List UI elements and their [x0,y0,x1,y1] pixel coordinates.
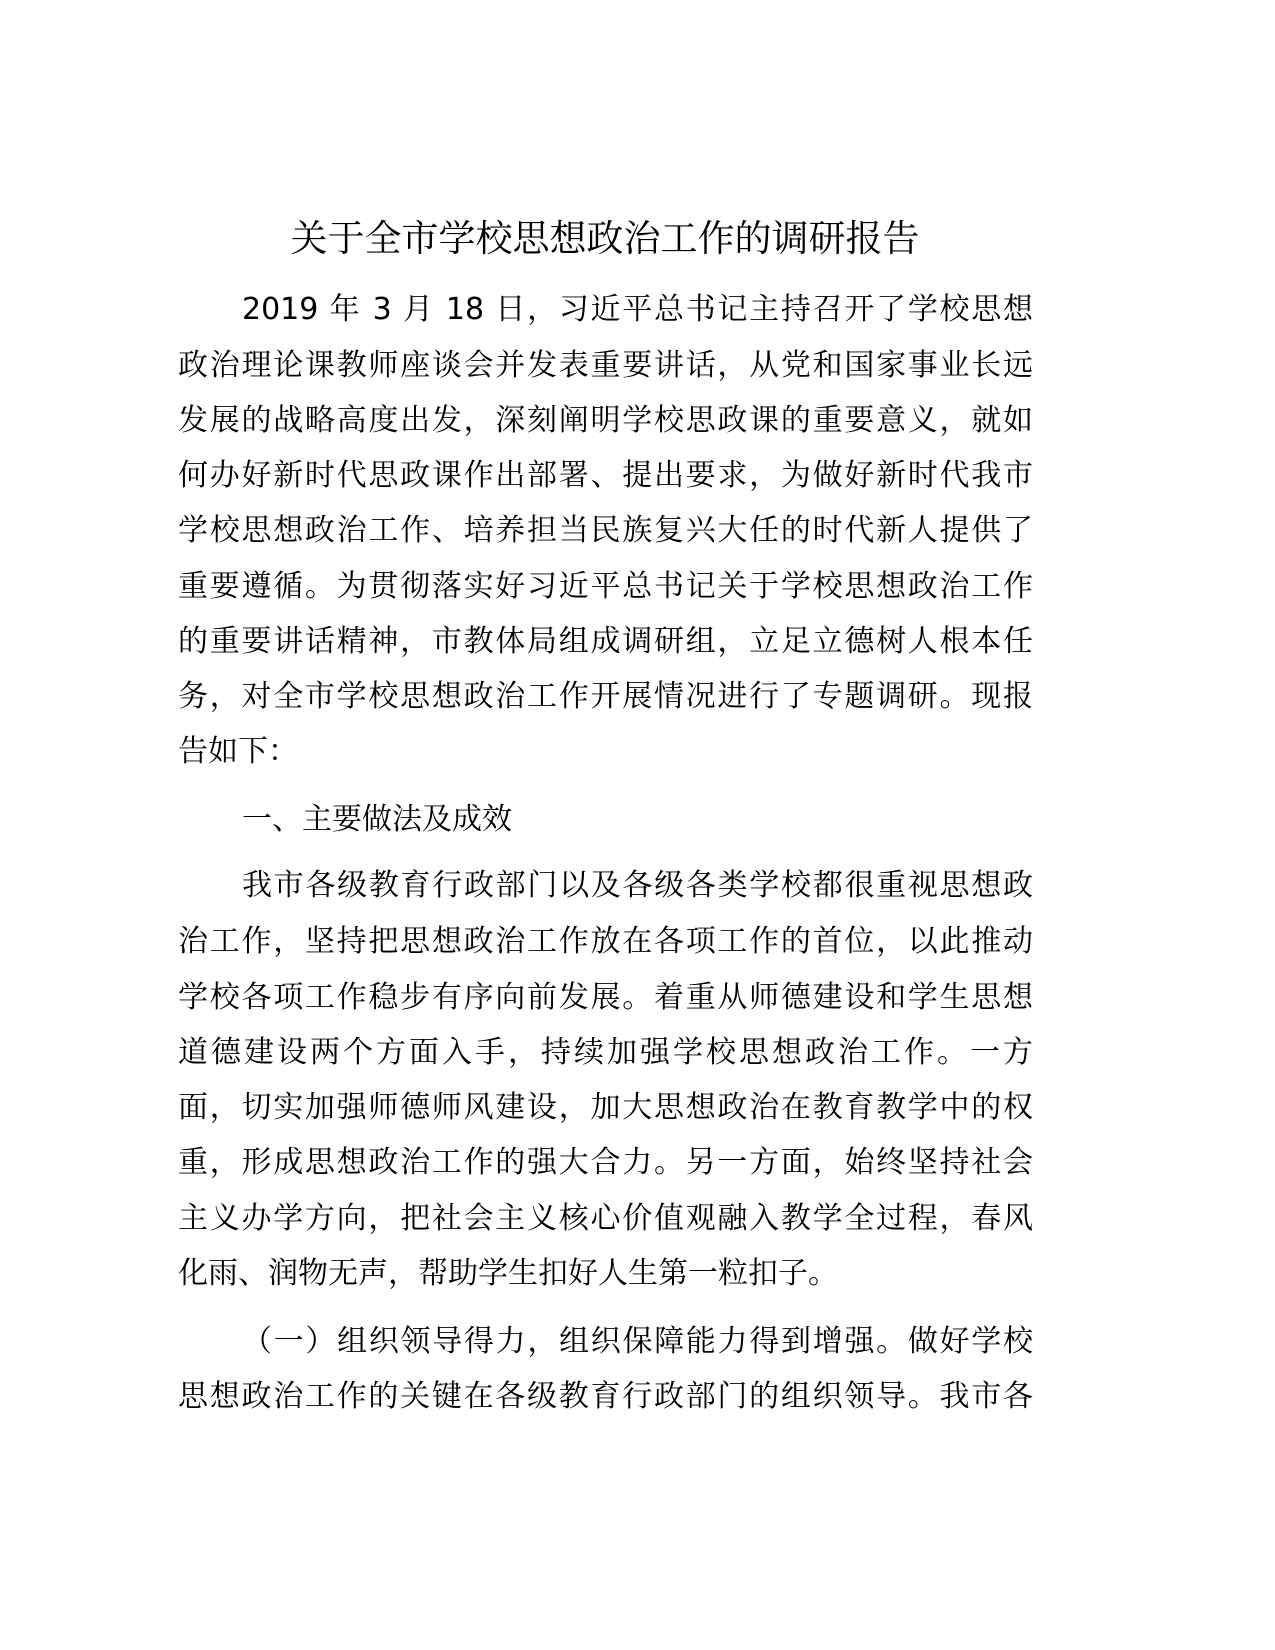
paragraph-line: 学校各项工作稳步有序向前发展。着重从师德建设和学生思想 [178,980,1033,1015]
section-heading: 一、主要做法及成效 [242,802,512,837]
document-title: 关于全市学校思想政治工作的调研报告 [290,217,920,260]
paragraph-line: 发展的战略高度出发，深刻阐明学校思政课的重要意义，就如 [178,403,1033,438]
paragraph-line: 重要遵循。为贯彻落实好习近平总书记关于学校思想政治工作 [178,569,1033,604]
paragraph-line: 学校思想政治工作、培养担当民族复兴大任的时代新人提供了 [178,513,1033,548]
paragraph-line: 的重要讲话精神，市教体局组成调研组，立足立德树人根本任 [178,624,1033,659]
paragraph-line: 告如下： [178,734,298,769]
paragraph-line: 化雨、润物无声，帮助学生扣好人生第一粒扣子。 [178,1256,838,1291]
paragraph-line: 主义办学方向，把社会主义核心价值观融入教学全过程，春风 [178,1201,1033,1236]
paragraph-line: 思想政治工作的关键在各级教育行政部门的组织领导。我市各 [178,1379,1033,1414]
paragraph-line: 我市各级教育行政部门以及各级各类学校都很重视思想政 [242,868,1033,903]
paragraph-line: 面，切实加强师德师风建设，加大思想政治在教育教学中的权 [178,1090,1033,1125]
paragraph-line: 务，对全市学校思想政治工作开展情况进行了专题调研。现报 [178,679,1033,714]
paragraph-line: 2019 年 3 月 18 日，习近平总书记主持召开了学校思想 [242,292,1033,327]
paragraph-line: 重，形成思想政治工作的强大合力。另一方面，始终坚持社会 [178,1145,1033,1180]
paragraph-line: 何办好新时代思政课作出部署、提出要求，为做好新时代我市 [178,458,1033,493]
paragraph-line: （一）组织领导得力，组织保障能力得到增强。做好学校 [242,1324,1033,1359]
paragraph-line: 治工作，坚持把思想政治工作放在各项工作的首位，以此推动 [178,924,1033,959]
paragraph-line: 政治理论课教师座谈会并发表重要讲话，从党和国家事业长远 [178,348,1033,383]
paragraph-line: 道德建设两个方面入手，持续加强学校思想政治工作。一方 [178,1035,1033,1070]
